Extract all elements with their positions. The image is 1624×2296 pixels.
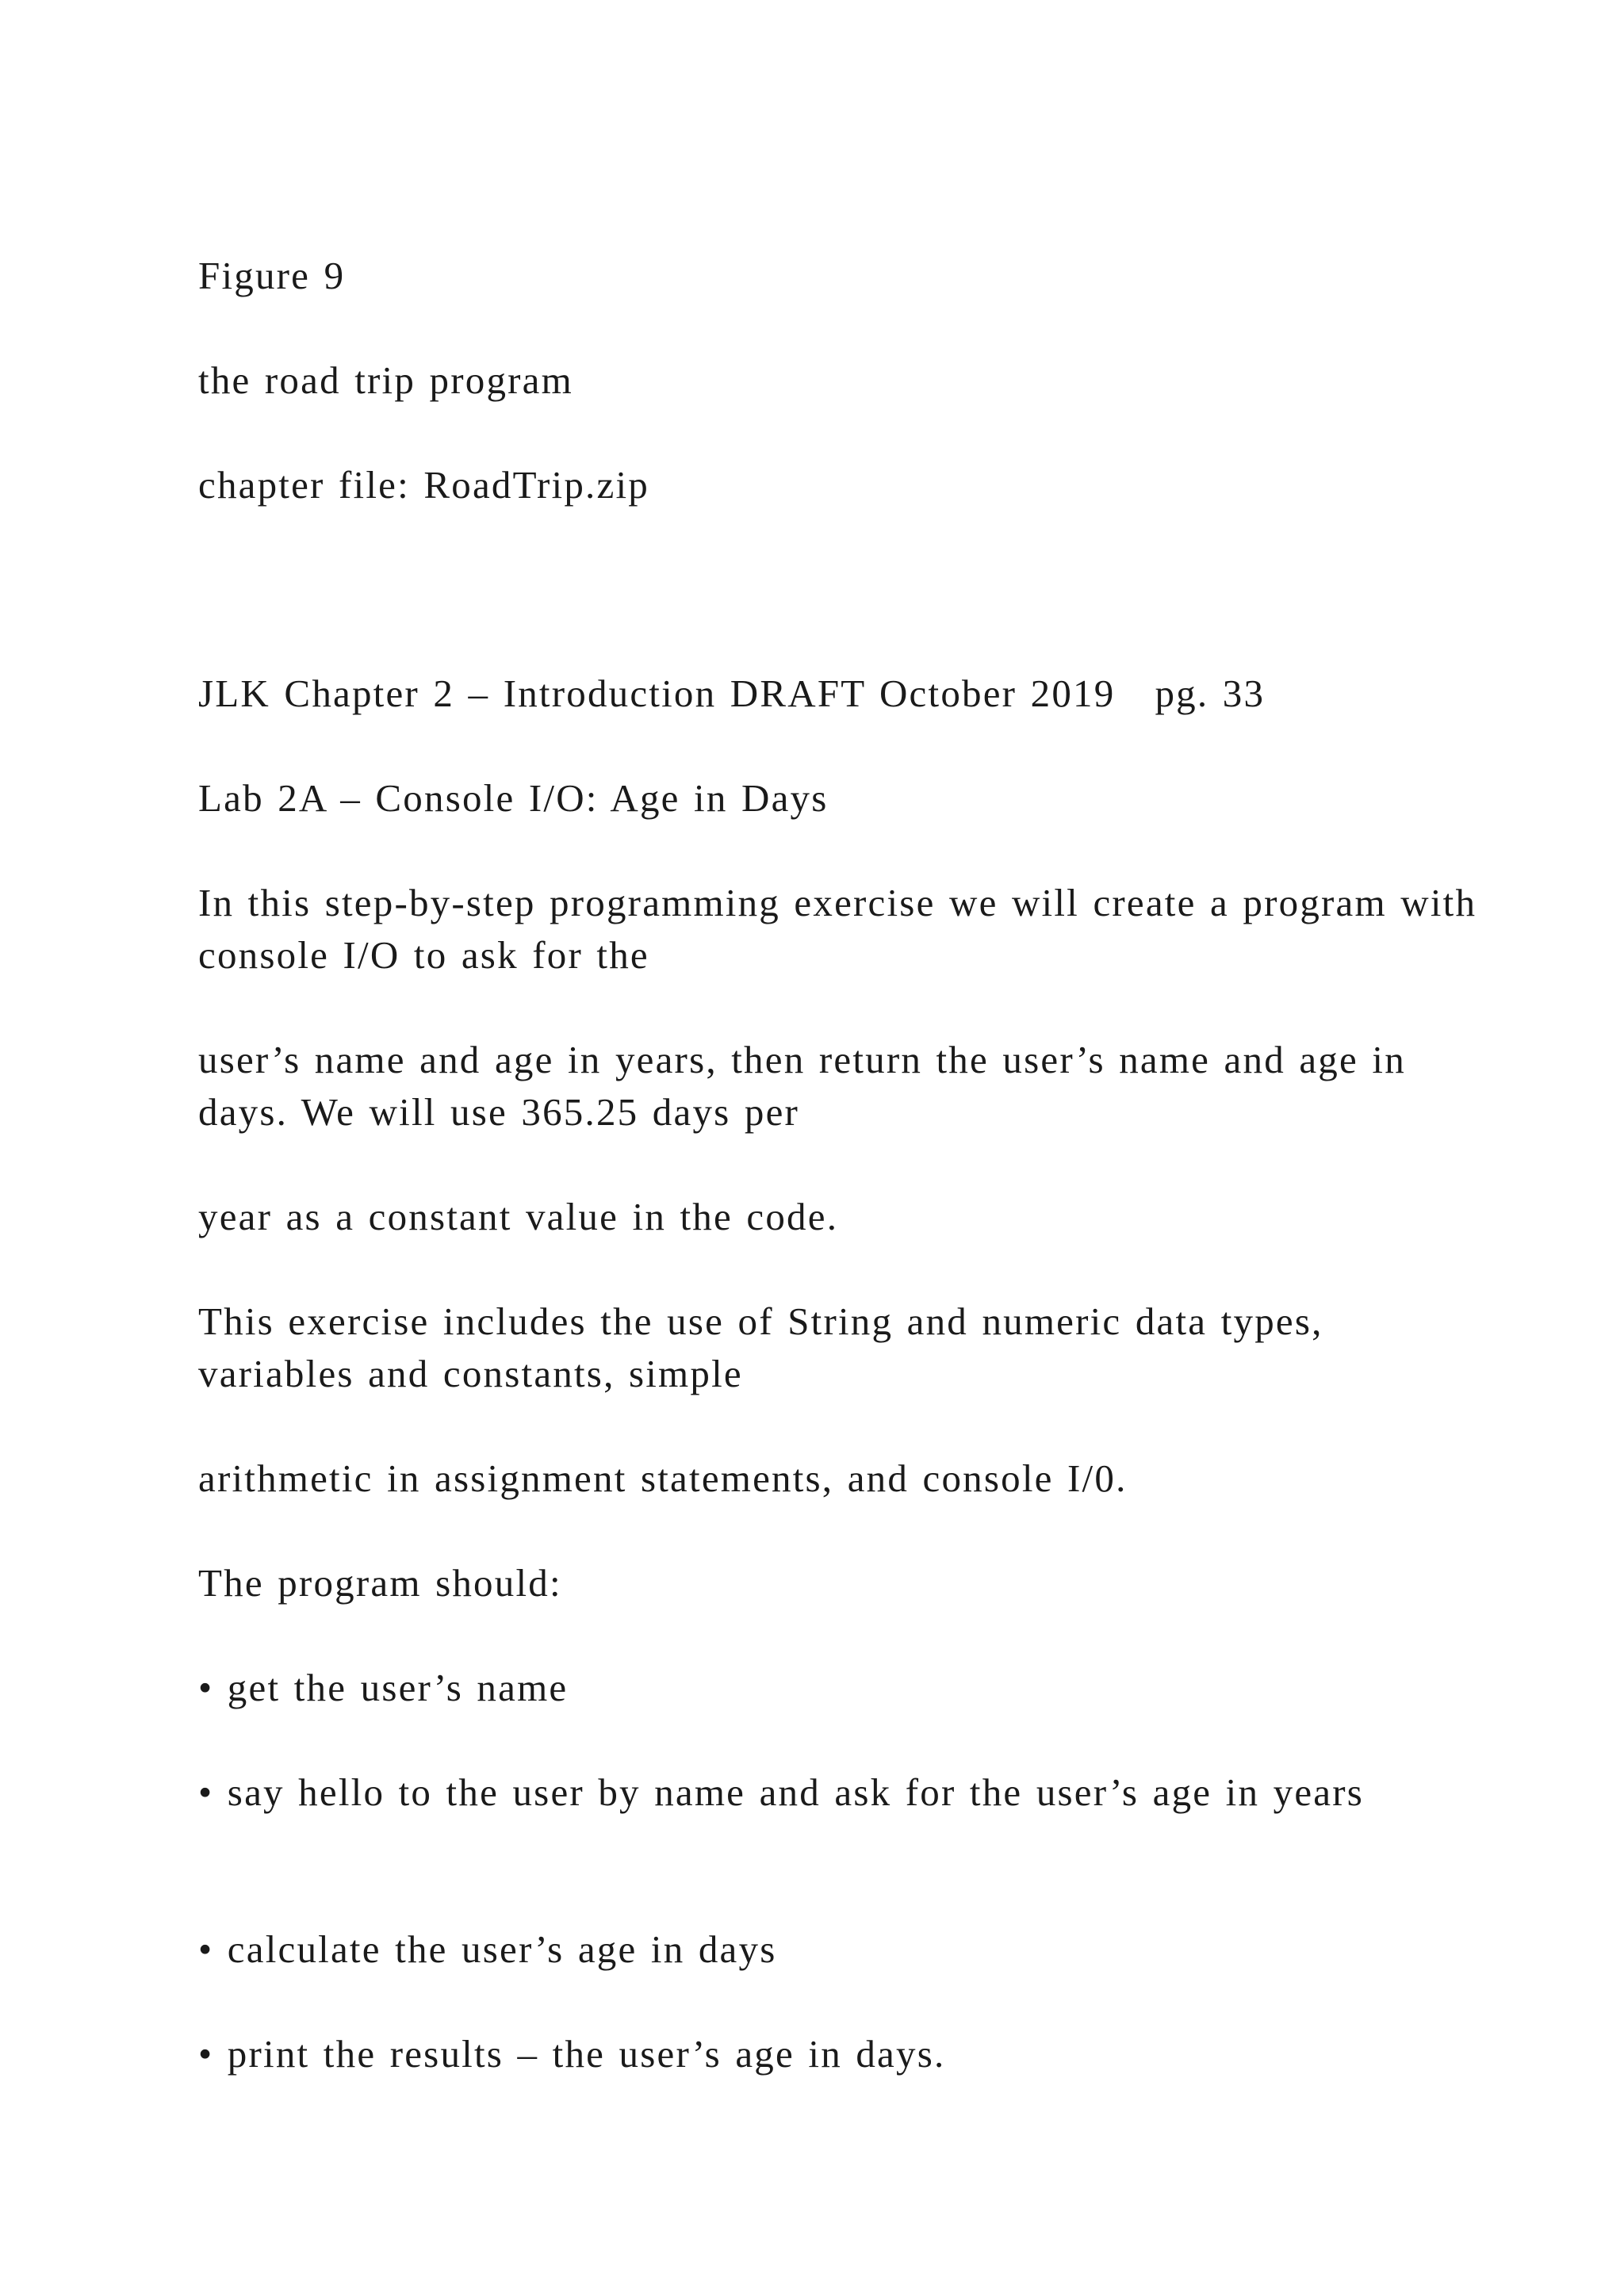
lab-title: Lab 2A – Console I/O: Age in Days (198, 776, 829, 820)
chapter-file-line: chapter file: RoadTrip.zip (198, 463, 649, 507)
paragraph: This exercise includes the use of String and numeric data types, variables and constants, simple (198, 1299, 1323, 1395)
bullet-item: • calculate the user’s age in days (198, 1927, 777, 1971)
paragraph: In this step-by-step programming exercise we will create a program with console I/O to ask for the (198, 881, 1477, 977)
paragraph: year as a constant value in the code. (198, 1195, 839, 1238)
figure-caption: the road trip program (198, 358, 573, 402)
bullet-item: • say hello to the user by name and ask for the user’s age in years (198, 1770, 1365, 1814)
page-number: pg. 33 (1155, 672, 1266, 715)
bullet-item: • get the user’s name (198, 1666, 569, 1709)
figure-label: Figure 9 (198, 254, 346, 297)
running-title: JLK Chapter 2 – Introduction DRAFT October 2019 (198, 672, 1116, 715)
running-header (198, 668, 1265, 720)
paragraph: arithmetic in assignment statements, and console I/0. (198, 1456, 1128, 1500)
paragraph: user’s name and age in years, then return the user’s name and age in days. We will use 365.25 days per (198, 1038, 1406, 1134)
bullet-item: • print the results – the user’s age in days. (198, 2032, 946, 2076)
paragraph: The program should: (198, 1561, 562, 1605)
